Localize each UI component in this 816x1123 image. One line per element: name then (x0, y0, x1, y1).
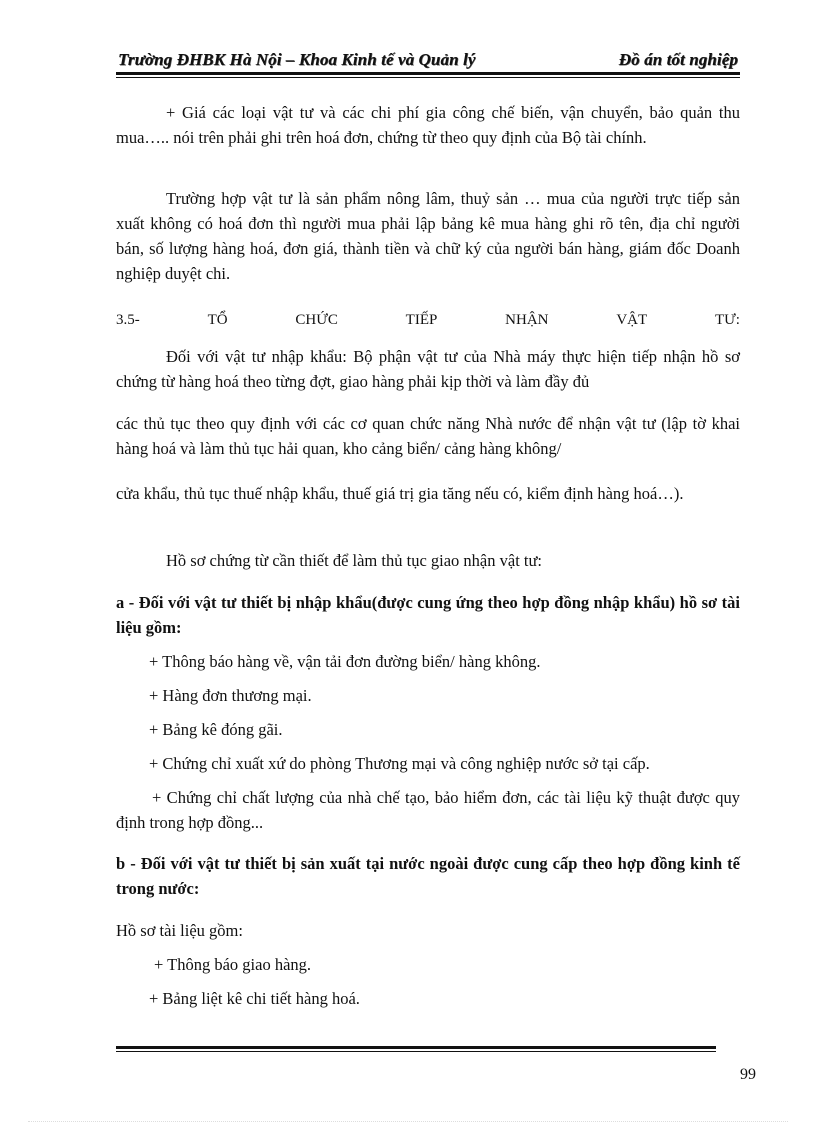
section-word: VẬT (616, 312, 648, 328)
list-item-quality-certificate: + Chứng chỉ chất lượng của nhà chế tạo, bảo hiểm đơn, các tài liệu kỹ thuật được quy định trong hợp đồng... (116, 788, 740, 832)
paragraph-import-2: các thủ tục theo quy định với các cơ quan chức năng Nhà nước để nhận vật tư (lập tờ khai hàng hoá và làm thủ tục hải quan, kho cảng biển/ cảng hàng không/ (116, 414, 740, 458)
section-word: TỔ (207, 312, 228, 328)
paragraph-price-invoice: + Giá các loại vật tư và các chi phí gia công chế biến, vận chuyển, bảo quản thu mua….. nói trên phải ghi trên hoá đơn, chứng từ theo quy định của Bộ tài chính. (116, 103, 740, 147)
list-item: + Hàng đơn thương mại. (149, 686, 312, 705)
list-item: + Bảng kê đóng gãi. (149, 720, 283, 739)
paragraph-import-1: Đối với vật tư nhập khẩu: Bộ phận vật tư của Nhà máy thực hiện tiếp nhận hồ sơ chứng từ hàng hoá theo từng đợt, giao hàng phải kịp thời và làm đầy đủ (116, 347, 740, 391)
header-school: Trường ĐHBK Hà Nội – Khoa Kinh tế và Quản lý (118, 50, 476, 69)
footer-rule-thick (116, 1046, 716, 1049)
page-number: 99 (740, 1066, 756, 1083)
documents-intro: Hồ sơ tài liệu gồm: (116, 921, 243, 940)
header-title: Đồ án tốt nghiệp (618, 50, 738, 69)
list-item: + Chứng chỉ xuất xứ do phòng Thương mại và công nghiệp nước sở tại cấp. (149, 754, 650, 773)
footer-rule-thin (116, 1051, 716, 1052)
section-word: TIẾP (405, 312, 438, 328)
heading-b: b - Đối với vật tư thiết bị sản xuất tại nước ngoài được cung cấp theo hợp đồng kinh tế trong nước: (116, 854, 740, 898)
list-item: + Bảng liệt kê chi tiết hàng hoá. (149, 989, 360, 1008)
section-word: NHẬN (505, 312, 549, 328)
paragraph-documents-needed: Hồ sơ chứng từ cần thiết để làm thủ tục giao nhận vật tư: (166, 551, 543, 570)
section-number: 3.5- (116, 312, 140, 328)
paragraph-import-3: cửa khẩu, thủ tục thuế nhập khẩu, thuế giá trị gia tăng nếu có, kiểm định hàng hoá…). (116, 484, 684, 503)
list-item: + Thông báo hàng về, vận tải đơn đường biển/ hàng không. (149, 652, 541, 671)
section-word: CHỨC (295, 312, 338, 328)
section-heading-3-5 (116, 308, 740, 333)
page-edge-dotted-line (28, 1121, 788, 1122)
header-rule-thin (116, 77, 740, 78)
header-rule-thick (116, 72, 740, 75)
paragraph-farm-products: Trường hợp vật tư là sản phẩm nông lâm, thuỷ sản … mua của người trực tiếp sản xuất không có hoá đơn thì người mua phải lập bảng kê mua hàng ghi rõ tên, địa chỉ người bán, số lượng hàng hoá, đơn giá, thành tiền và chữ ký của người bán hàng, giám đốc Doanh nghiệp duyệt chi. (116, 189, 740, 283)
list-item: + Thông báo giao hàng. (154, 955, 312, 974)
heading-a: a - Đối với vật tư thiết bị nhập khẩu(được cung ứng theo hợp đồng nhập khẩu) hồ sơ tài liệu gồm: (116, 593, 740, 637)
section-word: TƯ: (714, 312, 740, 328)
